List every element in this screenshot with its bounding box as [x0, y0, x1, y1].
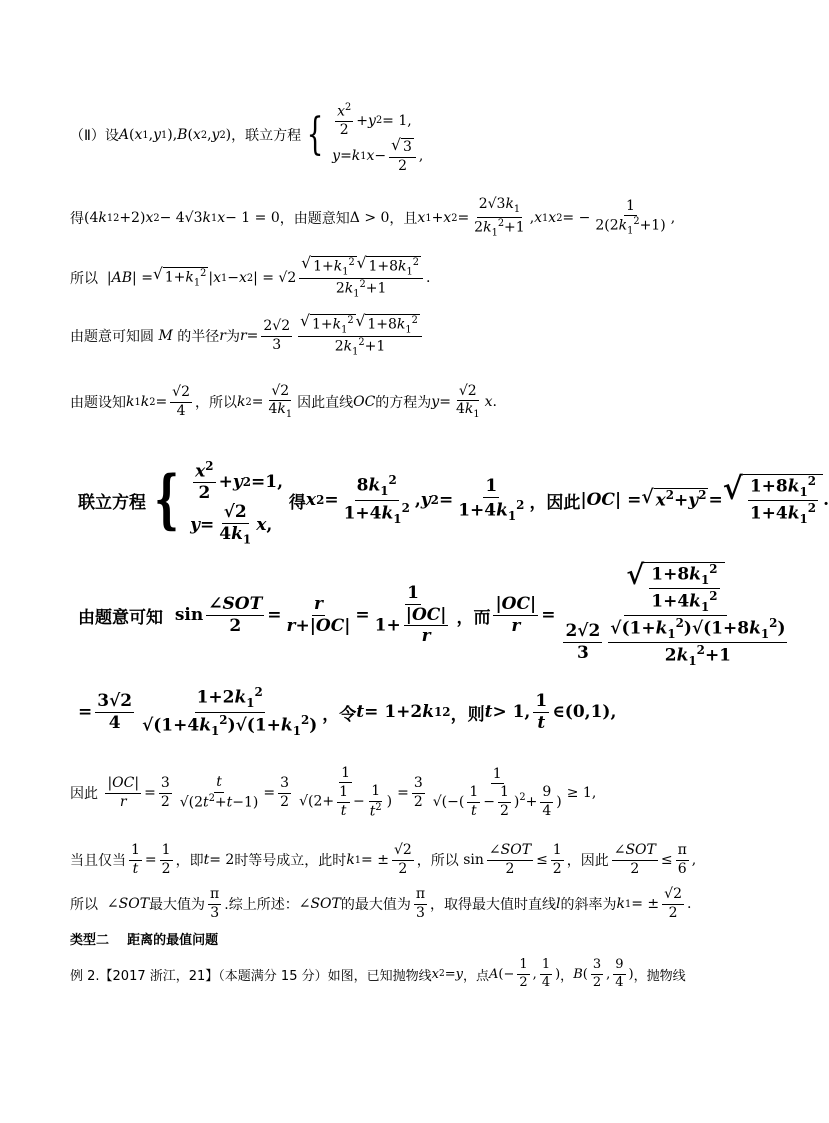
heading-label: 类型二: [70, 932, 110, 948]
text: ，令: [322, 704, 357, 725]
text: ，所以: [195, 395, 237, 411]
brace-icon: {: [306, 109, 324, 160]
section-heading: [70, 928, 218, 948]
line-ratio-bound: 因此 $\frac{|OC|}{r}$ = $\frac{3}{2}$ $\frac{t}{√(2t^2+t-1)}$ = $\frac{3}{2}$ 1 √(2+ $\frac{1}{t}$ − $\frac{1}{t^2}$ ) = $\frac{3}{2}$ 1 √(−( $\frac{1}{t}$ − $\frac{1}{2}$ )$^2$+ $\frac{9}{4}$ ) ≥ 1,: [70, 765, 597, 820]
line-example: 例 2.【2017 浙江，21】（本题满分 15 分）如图，已知抛物线 x 2 = y ，点 A (− $\frac{1}{2}$ , $\frac{1}{4}$ ) ， B ( $\frac{3}{2}$ , $\frac{9}{4}$ ) ，抛物线: [70, 957, 686, 990]
text: 为: [225, 329, 240, 345]
line-oc-equation: 由题设知 k 1 k 2 = $\frac{√2}{4}$ ，所以 k 2 = $\frac{√2}{4k_1}$ 因此直线 OC 的方程为 y = $\frac{√2}{4k_1}$ x .: [70, 382, 497, 420]
text: （Ⅱ）设: [70, 128, 119, 144]
line-ab: 所以 | AB | = √ $1+k_1^2$ | x 1 − x 2 | = √2 √ $1+k_1^2$ √ $1+8k_1^2$ $2k_1^2+1$ .: [70, 253, 431, 300]
text: ，因此: [566, 853, 609, 869]
text: ，: [560, 968, 574, 984]
text: ，因此: [529, 492, 581, 513]
text: 因此直线: [297, 395, 354, 411]
text: 得: [70, 211, 84, 227]
text: .综上所述：: [224, 897, 299, 913]
text: ，则: [450, 704, 485, 725]
text: 因此: [70, 786, 98, 802]
line-radius: 由题意可知圆 M 的半径 r 为 r = $\frac{2√2}{3}$ √ $1+k_1^2$ √ $1+8k_1^2$ $2k_1^2+1$: [70, 314, 425, 358]
text: 例 2.【2017 浙江，21】（本题满分 15 分）如图，已知抛物线: [70, 968, 432, 984]
text: ，所以: [416, 853, 459, 869]
text: ，取得最大值时直线: [430, 897, 557, 913]
text: ，由题意知: [279, 211, 350, 227]
line-conclusion: 所以 ∠ SOT 最大值为 $\frac{\pi}{3}$ .综上所述： ∠ SOT 的最大值为 $\frac{\pi}{3}$ ，取得最大值时直线 l 的斜率为 k 1 = ± $\frac{√2}{2}$ .: [70, 886, 692, 921]
line-substitution: = $\frac{3√2}{4}$ $\frac{1+2k_1^2}{√(1+4k_1^2)√(1+k_1^2)}$ ，令 t = 1+2 k 1 2 ，则 t > 1, $\frac{1}{t}$ ∈(0,1),: [78, 685, 617, 738]
line-joint-equation: 联立方程 { $\frac{x^2}{2}$ + y 2 =1, y = $\frac{√2}{4k_1}$ x , 得 x 2 = $\frac{8k_1^2}{1+4k_1^2}$ , y 2 = $\frac{1}{1+4k_1^2}$ ，因此 | OC | = √ $x^2+y^2$ = √ $\frac{1+8k_1^2}{1+4k_1^2}$ .: [78, 459, 829, 547]
text: 由题设知: [70, 395, 126, 411]
text: 得: [288, 492, 306, 513]
text: ，联立方程: [231, 128, 302, 144]
text: ，点: [463, 968, 490, 984]
text: 最大值为: [149, 897, 206, 913]
line-sin-ratio: 由题意可知 sin $\frac{\text{∠SOT}}{2}$ = $\frac{r}{r+|OC|}$ = 1 1+ $\frac{|OC|}{r}$ ，而 $\frac{|OC|}{r}$ = √ $\frac{1+8k_1^2}{1+4k_1^2}$ $\frac{2√2}{3}$ $\frac{√(1+k_1^2)√(1+8k_1^2)}{2k_1^2+1}$: [78, 558, 786, 669]
text: 由题意可知圆: [70, 329, 154, 345]
text: ，且: [389, 211, 418, 227]
text: 所以: [70, 897, 98, 913]
text: 的方程为: [375, 395, 432, 411]
line-setup: （Ⅱ）设 A ( x 1 , y 1 ), B ( x 2 , y 2 ) ，联立方程 { $\frac{x^2}{2}$ + y 2 = 1, y = k 1 x − √ 3 2 ,: [70, 102, 424, 174]
heading-title: 距离的最值问题: [127, 932, 219, 948]
text: ，而: [456, 607, 491, 628]
line-equality: 当且仅当 $\frac{1}{t}$ = $\frac{1}{2}$ ，即 t = 2 时等号成立，此时 k 1 = ± $\frac{√2}{2}$ ，所以 sin $\frac{\text{∠SOT}}{2}$ ≤ $\frac{1}{2}$ ，因此 $\frac{\text{∠SOT}}{2}$ ≤ $\frac{\pi}{6}$ ,: [70, 842, 697, 877]
text: 的最大值为: [340, 897, 411, 913]
text: 时等号成立，此时: [234, 853, 347, 869]
line-discriminant: 得 (4 k 1 2 +2) x 2 − 4√3 k 1 x − 1 = 0 ，由题意知 Δ > 0 ，且 x 1 + x 2 = $\frac{2√3k_1}{2k_1^2+1}$ , x 1 x 2 = − $\frac{1}{2(2k_1^2+1)}$ ,: [70, 196, 676, 239]
text: 联立方程: [78, 492, 146, 513]
text: 由题意可知: [78, 607, 163, 628]
text: 所以: [70, 271, 98, 287]
text: ，即: [175, 853, 204, 869]
text: 的半径: [177, 329, 220, 345]
brace-icon: {: [154, 462, 179, 537]
text: 的斜率为: [560, 897, 617, 913]
text: ，抛物线: [633, 968, 686, 984]
text: 当且仅当: [70, 853, 126, 869]
